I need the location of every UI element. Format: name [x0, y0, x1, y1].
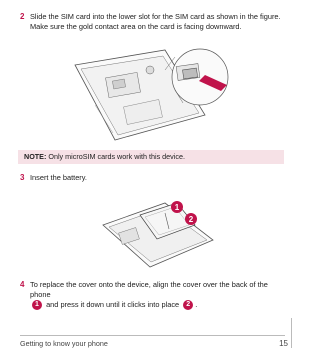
step-badge-1: 1 — [32, 300, 42, 310]
battery-step-badge-2 — [185, 213, 197, 225]
note-text: Only microSIM cards work with this device. — [48, 152, 185, 161]
badge-2-label: 2 — [188, 215, 194, 224]
battery-insertion-figure — [95, 195, 220, 270]
page-edge-line — [291, 318, 292, 348]
battery-step-badge-1 — [171, 201, 183, 213]
footer-divider — [20, 335, 285, 336]
step-number: 4 — [20, 280, 25, 289]
step-number: 2 — [20, 12, 25, 21]
step-2 — [20, 12, 290, 32]
note-box — [18, 150, 284, 164]
step-text-part2: and press it down until it clicks into place — [46, 300, 180, 309]
note-label: NOTE: — [24, 152, 47, 161]
step-text: Slide the SIM card into the lower slot for the SIM card as shown in the figure. Make sure the gold contact area on the card is facing downward. — [30, 12, 281, 31]
step-4 — [20, 280, 290, 310]
step-number: 3 — [20, 173, 25, 182]
badge-1-label: 1 — [174, 203, 180, 212]
footer-section-title: Getting to know your phone — [20, 339, 108, 348]
step-text: Insert the battery. — [30, 173, 87, 182]
step-text-part1: To replace the cover onto the device, align the cover over the back of the phone — [30, 280, 268, 299]
step-text-end: . — [195, 300, 198, 309]
step-badge-2: 2 — [183, 300, 193, 310]
step-text — [30, 280, 290, 310]
sim-insertion-figure — [55, 45, 245, 145]
step-3 — [20, 173, 290, 183]
page-number: 15 — [279, 339, 288, 348]
